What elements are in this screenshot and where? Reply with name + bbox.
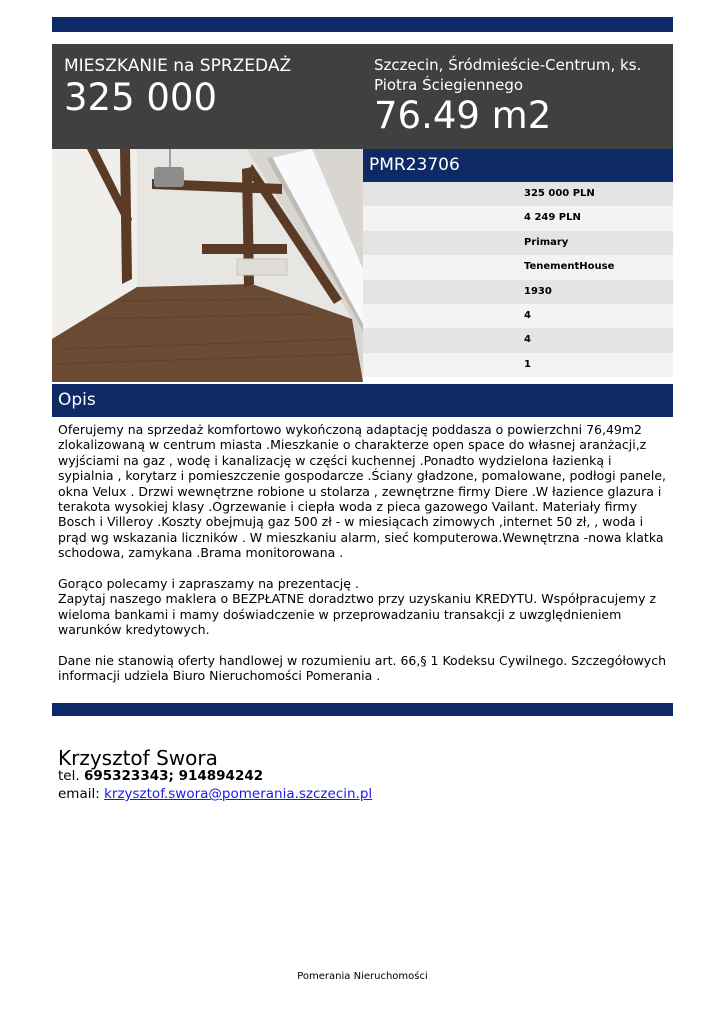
location: Szczecin, Śródmieście-Centrum, ks. Piotra Ściegiennego [374,56,642,94]
agent-phone [58,768,263,785]
listing-reference: PMR23706 [363,149,673,182]
description-heading: Opis [52,384,673,417]
description-paragraph: Gorąco polecamy i zapraszamy na prezentację . [58,576,359,592]
price-headline: 325 000 [64,76,218,119]
footer-company: Pomerania Nieruchomości [297,971,428,982]
detail-row: 4 [363,304,673,328]
offer-type: MIESZKANIE na SPRZEDAŻ [64,56,292,76]
detail-row: TenementHouse [363,255,673,279]
description-paragraph: Zapytaj naszego maklera o BEZPŁATNE doradztwo przy uzyskaniu KREDYTU. Współpracujemy z wieloma bankami i mamy doświadczenie w przeprowadzaniu transakcji z uwzględnieniem warunków kredytowych. [58,591,657,638]
description-body [58,422,670,699]
section-divider-bar [52,703,673,716]
email-link[interactable]: krzysztof.swora@pomerania.szczecin.pl [104,786,373,802]
apartment-photo [52,149,363,382]
detail-row: 4 249 PLN [363,206,673,230]
listing-details-table [363,182,673,377]
detail-row: 4 [363,328,673,352]
detail-row: 325 000 PLN [363,182,673,206]
description-paragraph: Oferujemy na sprzedaż komfortowo wykończoną adaptację poddasza o powierzchni 76,49m2 zlokalizowaną w centrum miasta .Mieszkanie o charakterze open space do własnej aranżacji,z wyjściami na gaz , wodę i kanalizację w części kuchennej .Ponadto wydzielona łazienką i sypialnia , korytarz i pomieszczenie gospodarcze .Ściany gładzone, pomalowane, podłogi panele, okna Velux . Drzwi wewnętrzne robione u stolarza , zewnętrzne firmy Diere .W łazience glazura i terakota wysokiej klasy .Ogrzewanie i ciepła woda z pieca gazowego Vailant. Materiały firmy Bosch i Villeroy .Koszty obejmują gaz 500 zł - w miesiącach zimowych ,internet 50 zł, , woda i prąd wg wskazania liczników . W mieszkaniu alarm, sieć komputerowa.Wewnętrzna -nowa klatka schodowa, zamykana .Brama monitorowana . [58,422,666,561]
email-label: email: [58,786,100,802]
top-accent-bar [52,17,673,32]
phone-numbers: 695323343; 914894242 [83,768,264,784]
listing-header [52,44,673,149]
agent-name: Krzysztof Swora [58,746,218,770]
detail-row: 1 [363,353,673,377]
area: 76.49 m2 [374,94,552,137]
phone-label: tel. [58,768,80,784]
description-paragraph: Dane nie stanowią oferty handlowej w rozumieniu art. 66,§ 1 Kodeksu Cywilnego. Szczegółowych informacji udziela Biuro Nieruchomości Pomerania . [58,653,667,684]
agent-email [58,786,372,803]
detail-row: Primary [363,231,673,255]
detail-row: 1930 [363,280,673,304]
